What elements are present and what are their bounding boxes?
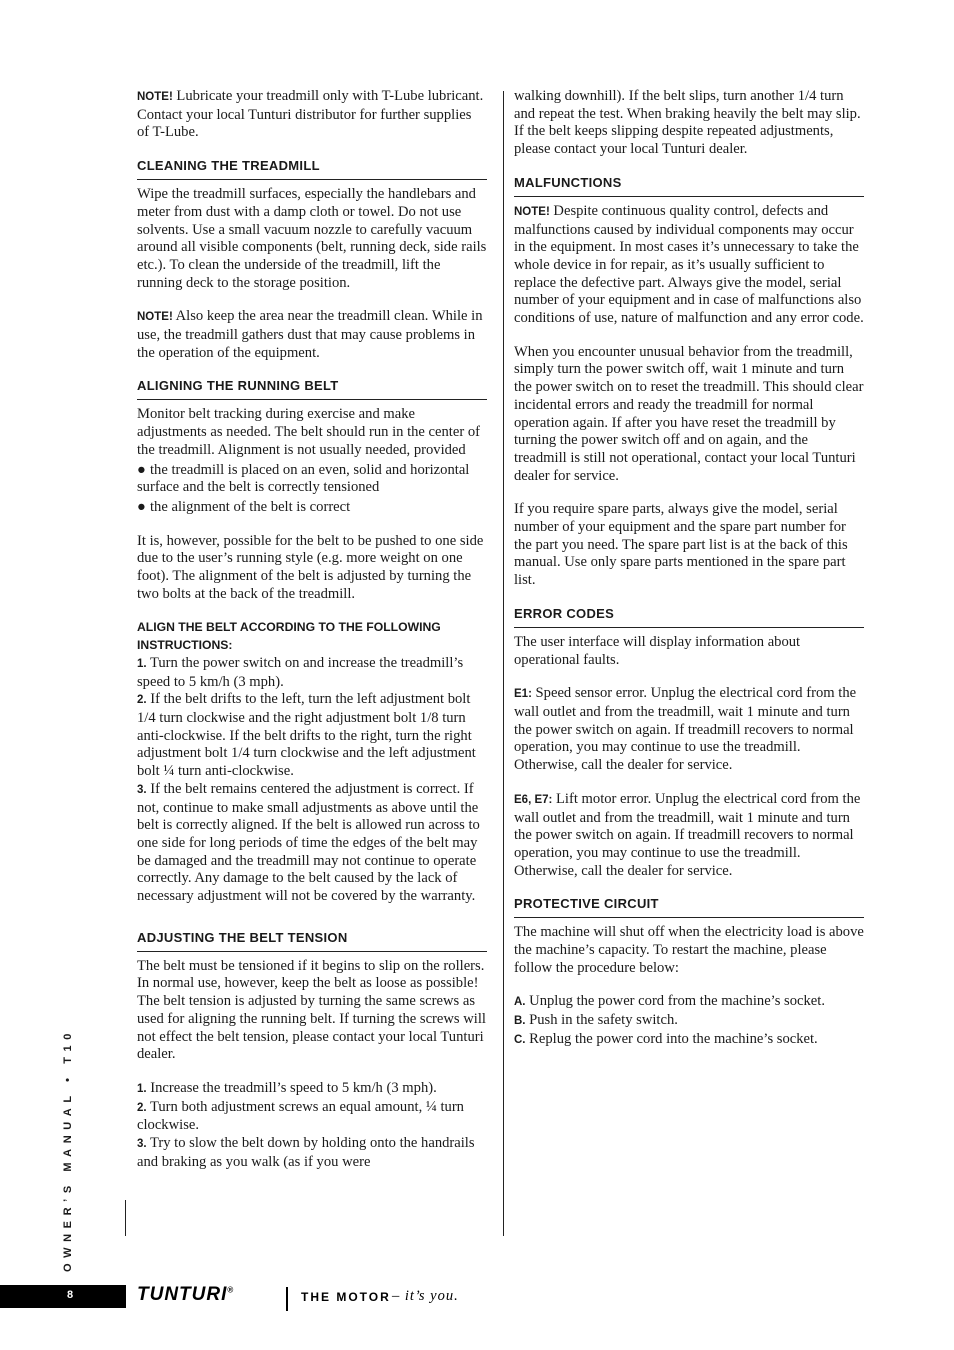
malfunctions-note: NOTE! Despite continuous quality control, defects and malfunctions caused by individual components may occur in the equipment. In most cases it’s unnecessary to take the whole device in for repair, as it’s usually sufficient to replace the defective part. Always give the model, serial number of your equipment and in case of malfunctions also conditions of use, nature of malfunction and any error code. — [514, 202, 864, 327]
error-codes-paragraph: The user interface will display information about operational faults. — [514, 633, 801, 668]
malfunctions-paragraph: When you encounter unusual behavior from the treadmill, simply turn the power switch off, wait 1 minute and turn the power switch on to reset the treadmill. This should clear incidental errors and ready the treadmill for normal operation again. If after you have reset the treadmill by turning the power switch off and on again, and the treadmill is still not operational, contact your local Tunturi dealer for service. — [514, 343, 864, 484]
bullet-icon: ● — [137, 461, 146, 478]
aligning-paragraph-2: It is, however, possible for the belt to be pushed to one side due to the user’s running style (e.g. more weight on one foot). The alignment of the belt is adjusted by turning the two bolts at the back of the treadmill. — [137, 532, 484, 602]
list-item: B. Push in the safety switch. — [514, 1012, 678, 1029]
list-item: 3. If the belt remains centered the adjustment is correct. If not, continue to make small adjustments as above until the belt is correctly aligned. If the belt is allowed run across to one side for long periods of time the edges of the belt may be damaged and the treadmill may not continue to operate correctly. Any damage to the belt caused by the lack of necessary adjustment will not be covered by the warranty. — [137, 780, 480, 905]
slogan: THE MOTOR — [301, 1290, 391, 1304]
list-item: ● the alignment of the belt is correct — [137, 498, 351, 515]
error-e6-e7: E6, E7: Lift motor error. Unplug the electrical cord from the wall outlet and from the treadmill, wait 1 minute and turn the power switch on again. If treadmill recovers to normal operation, you may continue to use the treadmill. Otherwise, call the dealer for service. — [514, 790, 861, 879]
logo-divider — [286, 1287, 288, 1311]
aligning-paragraph: Monitor belt tracking during exercise and make adjustments as needed. The belt should run in the center of the treadmill. Alignment is not usually needed, provided — [137, 406, 480, 458]
right-column — [514, 88, 864, 1050]
aligning-subheading: ALIGN THE BELT ACCORDING TO THE FOLLOWING INSTRUCTIONS: — [137, 620, 441, 653]
list-item: 3. Try to slow the belt down by holding onto the handrails and braking as you walk (as if you were — [137, 1135, 475, 1170]
margin-rule — [125, 1200, 126, 1236]
heading-tension: ADJUSTING THE BELT TENSION — [137, 930, 487, 952]
page-number: 8 — [67, 1289, 74, 1301]
column-divider — [503, 91, 504, 1236]
heading-error-codes: ERROR CODES — [514, 606, 864, 628]
lubricate-note: NOTE! Lubricate your treadmill only with T-Lube lubricant. Contact your local Tunturi distributor for further supplies of T-Lube. — [137, 88, 484, 141]
list-item: ● the treadmill is placed on an even, solid and horizontal surface and the belt is correctly tensioned — [137, 461, 470, 496]
left-column — [137, 88, 487, 1171]
cleaning-paragraph: Wipe the treadmill surfaces, especially the handlebars and meter from dust with a damp cloth or towel. Do not use solvents. Use a small vacuum nozzle to carefully vacuum around all visible components (belt, running deck, side rails etc.). To clean the underside of the treadmill, lift the running deck to the storage position. — [137, 186, 487, 291]
list-item: 1. Increase the treadmill’s speed to 5 km/h (3 mph). — [137, 1079, 437, 1096]
protective-paragraph: The machine will shut off when the electricity load is above the machine’s capacity. To restart the machine, please follow the procedure below: — [514, 924, 864, 976]
page-tab — [0, 1285, 126, 1308]
tagline: – it’s you. — [392, 1288, 459, 1304]
continued-paragraph: walking downhill). If the belt slips, turn another 1/4 turn and repeat the test. When braking heavily the belt may slip. If the belt keeps slipping despite repeated adjustments, please contact your local Tunturi dealer. — [514, 88, 861, 158]
error-e1: E1: Speed sensor error. Unplug the electrical cord from the wall outlet and from the treadmill, wait 1 minute and turn the power switch on again. If treadmill recovers to normal operation, you may continue to use the treadmill. Otherwise, call the dealer for service. — [514, 685, 857, 774]
cleaning-note: NOTE! Also keep the area near the treadmill clean. While in use, the treadmill gathers dust that may cause problems in the operation of the equipment. — [137, 308, 483, 361]
list-item: 2. Turn both adjustment screws an equal amount, ¼ turn clockwise. — [137, 1098, 464, 1134]
list-item: 2. If the belt drifts to the left, turn the left adjustment bolt 1/4 turn clockwise and the right adjustment bolt 1/8 turn anti-clockwise. If the belt drifts to the right, turn the right adjustment bolt 1/4 turn clockwise and the left adjustment bolt ¼ turn anti-clockwise. — [137, 691, 476, 780]
spare-parts-paragraph: If you require spare parts, always give the model, serial number of your equipment and the spare part number for the part you need. The spare part list is at the back of this manual. Use only spare parts mentioned in the spare part list. — [514, 501, 848, 589]
list-item: A. Unplug the power cord from the machine’s socket. — [514, 993, 825, 1010]
brand-logo: TUNTURI® — [137, 1284, 235, 1305]
list-item: 1. Turn the power switch on and increase the treadmill’s speed to 5 km/h (3 mph). — [137, 654, 464, 690]
tension-paragraph: The belt must be tensioned if it begins to slip on the rollers. In normal use, however, keep the belt as loose as possible! The belt tension is adjusted by turning the same screws as used for aligning the running belt. If turning the screws will not effect the belt tension, please contact your local Tunturi dealer. — [137, 957, 486, 1063]
bullet-icon: ● — [137, 498, 146, 515]
side-label: OWNER’S MANUAL • T10 — [62, 1028, 74, 1272]
heading-cleaning: CLEANING THE TREADMILL — [137, 158, 487, 180]
heading-malfunctions: MALFUNCTIONS — [514, 175, 864, 197]
heading-aligning: ALIGNING THE RUNNING BELT — [137, 378, 487, 400]
list-item: C. Replug the power cord into the machine’s socket. — [514, 1030, 818, 1047]
heading-protective-circuit: PROTECTIVE CIRCUIT — [514, 896, 864, 918]
